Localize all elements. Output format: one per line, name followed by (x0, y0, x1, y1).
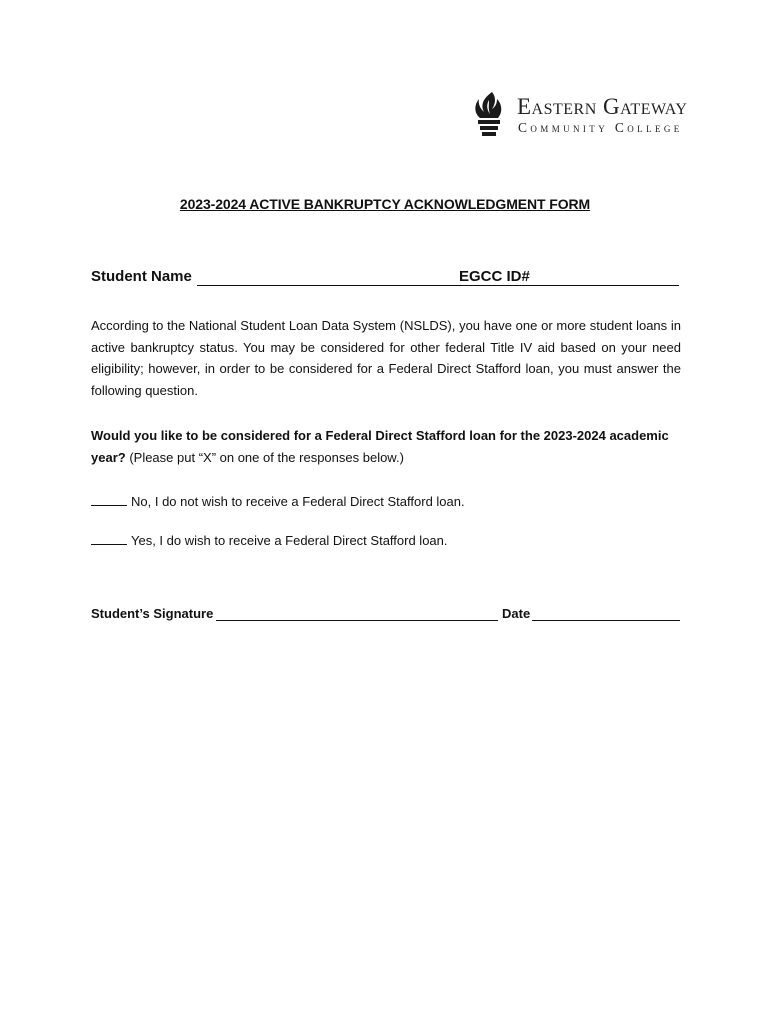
student-info-row (91, 268, 681, 290)
date-field[interactable] (532, 620, 680, 621)
signature-row (91, 606, 681, 626)
option-yes (91, 532, 681, 548)
option-no-blank[interactable] (91, 493, 127, 506)
college-logo (470, 90, 730, 140)
college-name-line1: Eastern Gateway (517, 94, 688, 119)
student-name-field[interactable] (197, 285, 543, 286)
question-note: (Please put “X” on one of the responses below.) (125, 450, 404, 465)
signature-field[interactable] (216, 620, 498, 621)
question-bold: Would you like to be considered for a Federal Direct Stafford loan for the 2023-2024 academic year? (91, 428, 669, 465)
question-text (91, 425, 681, 469)
egcc-id-field[interactable] (527, 285, 679, 286)
egcc-id-label: EGCC ID# (459, 268, 530, 285)
form-title: 2023-2024 ACTIVE BANKRUPTCY ACKNOWLEDGMENT FORM (179, 196, 591, 212)
option-no (91, 493, 681, 509)
college-name-line2: Community College (518, 120, 683, 135)
option-no-label: No, I do not wish to receive a Federal Direct Stafford loan. (131, 494, 465, 509)
student-name-label: Student Name (91, 268, 192, 285)
option-yes-label: Yes, I do wish to receive a Federal Direct Stafford loan. (131, 533, 448, 548)
torch-flame-icon (470, 90, 510, 140)
date-label: Date (502, 606, 531, 621)
intro-paragraph: According to the National Student Loan Data System (NSLDS), you have one or more student loans in active bankruptcy status. You may be considered for other federal Title IV aid based on your need eligibility; however, in order to be considered for a Federal Direct Stafford loan, you must answer the following question. (91, 318, 681, 398)
signature-label: Student’s Signature (91, 606, 214, 621)
option-yes-blank[interactable] (91, 532, 127, 545)
